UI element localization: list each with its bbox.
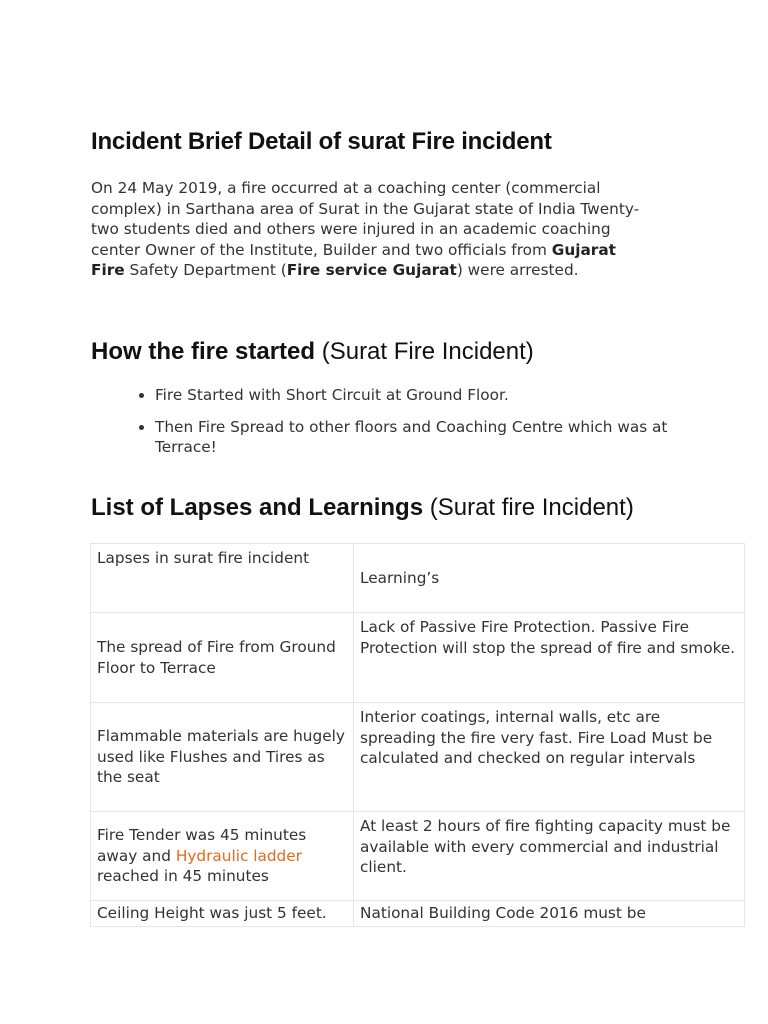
table-cell-learning: Lack of Passive Fire Protection. Passive Fire Protection will stop the spread of fire and smoke. <box>354 613 745 703</box>
fire-start-heading-main: How the fire started <box>91 338 316 365</box>
table-header-cell: Lapses in surat fire incident <box>91 544 354 613</box>
table-row <box>91 613 745 703</box>
intro-text-1: On 24 May 2019, a fire occurred at a coaching center (commercial complex) in Sarthana area of Surat in the Gujarat state of India Twenty-two students died and others were injured in an academic coaching center Owner of the Institute, Builder and two officials from <box>91 179 640 259</box>
lapse-text-pre: Fire Tender was 45 minutes away and <box>97 826 307 865</box>
list-item: • Fire Started with Short Circuit at Ground Floor. <box>155 385 715 406</box>
fire-service-gujarat-link[interactable]: Fire service Gujarat <box>286 261 457 280</box>
table-cell-lapse <box>91 812 354 901</box>
list-item: • Then Fire Spread to other floors and Coaching Centre which was at Terrace! <box>155 417 715 458</box>
table-cell-learning: Interior coatings, internal walls, etc are spreading the fire very fast. Fire Load Must be calculated and checked on regular intervals <box>354 703 745 812</box>
intro-text-2: Safety Department ( <box>124 261 287 280</box>
fire-start-heading-sub: (Surat Fire Incident) <box>315 338 534 365</box>
table-cell-lapse: Flammable materials are hugely used like Flushes and Tires as the seat <box>91 703 354 812</box>
table-cell-learning: National Building Code 2016 must be <box>354 901 745 927</box>
intro-paragraph <box>91 178 651 281</box>
lapses-heading-main: List of Lapses and Learnings <box>91 494 424 521</box>
lapses-table <box>90 543 745 927</box>
table-cell-lapse: The spread of Fire from Ground Floor to Terrace <box>91 613 354 703</box>
hydraulic-ladder-link[interactable]: Hydraulic ladder <box>175 846 302 865</box>
lapses-heading-sub: (Surat fire Incident) <box>423 494 634 521</box>
fire-start-list <box>91 385 715 469</box>
table-row <box>91 812 745 901</box>
table-cell-learning: At least 2 hours of fire fighting capacity must be available with every commercial and industrial client. <box>354 812 745 901</box>
table-header-cell: Learning’s <box>354 544 745 613</box>
gujarat-fire-link[interactable]: Gujarat Fire <box>91 240 616 280</box>
table-row <box>91 703 745 812</box>
table-header-row <box>91 544 745 613</box>
lapse-text-post: reached in 45 minutes <box>97 867 269 886</box>
fire-start-heading <box>91 338 534 366</box>
table-row <box>91 901 745 927</box>
table-cell-lapse: Ceiling Height was just 5 feet. <box>91 901 354 927</box>
lapses-heading <box>91 494 634 522</box>
intro-text-3: ) were arrested. <box>456 261 579 280</box>
page-title: Incident Brief Detail of surat Fire incident <box>91 128 552 155</box>
